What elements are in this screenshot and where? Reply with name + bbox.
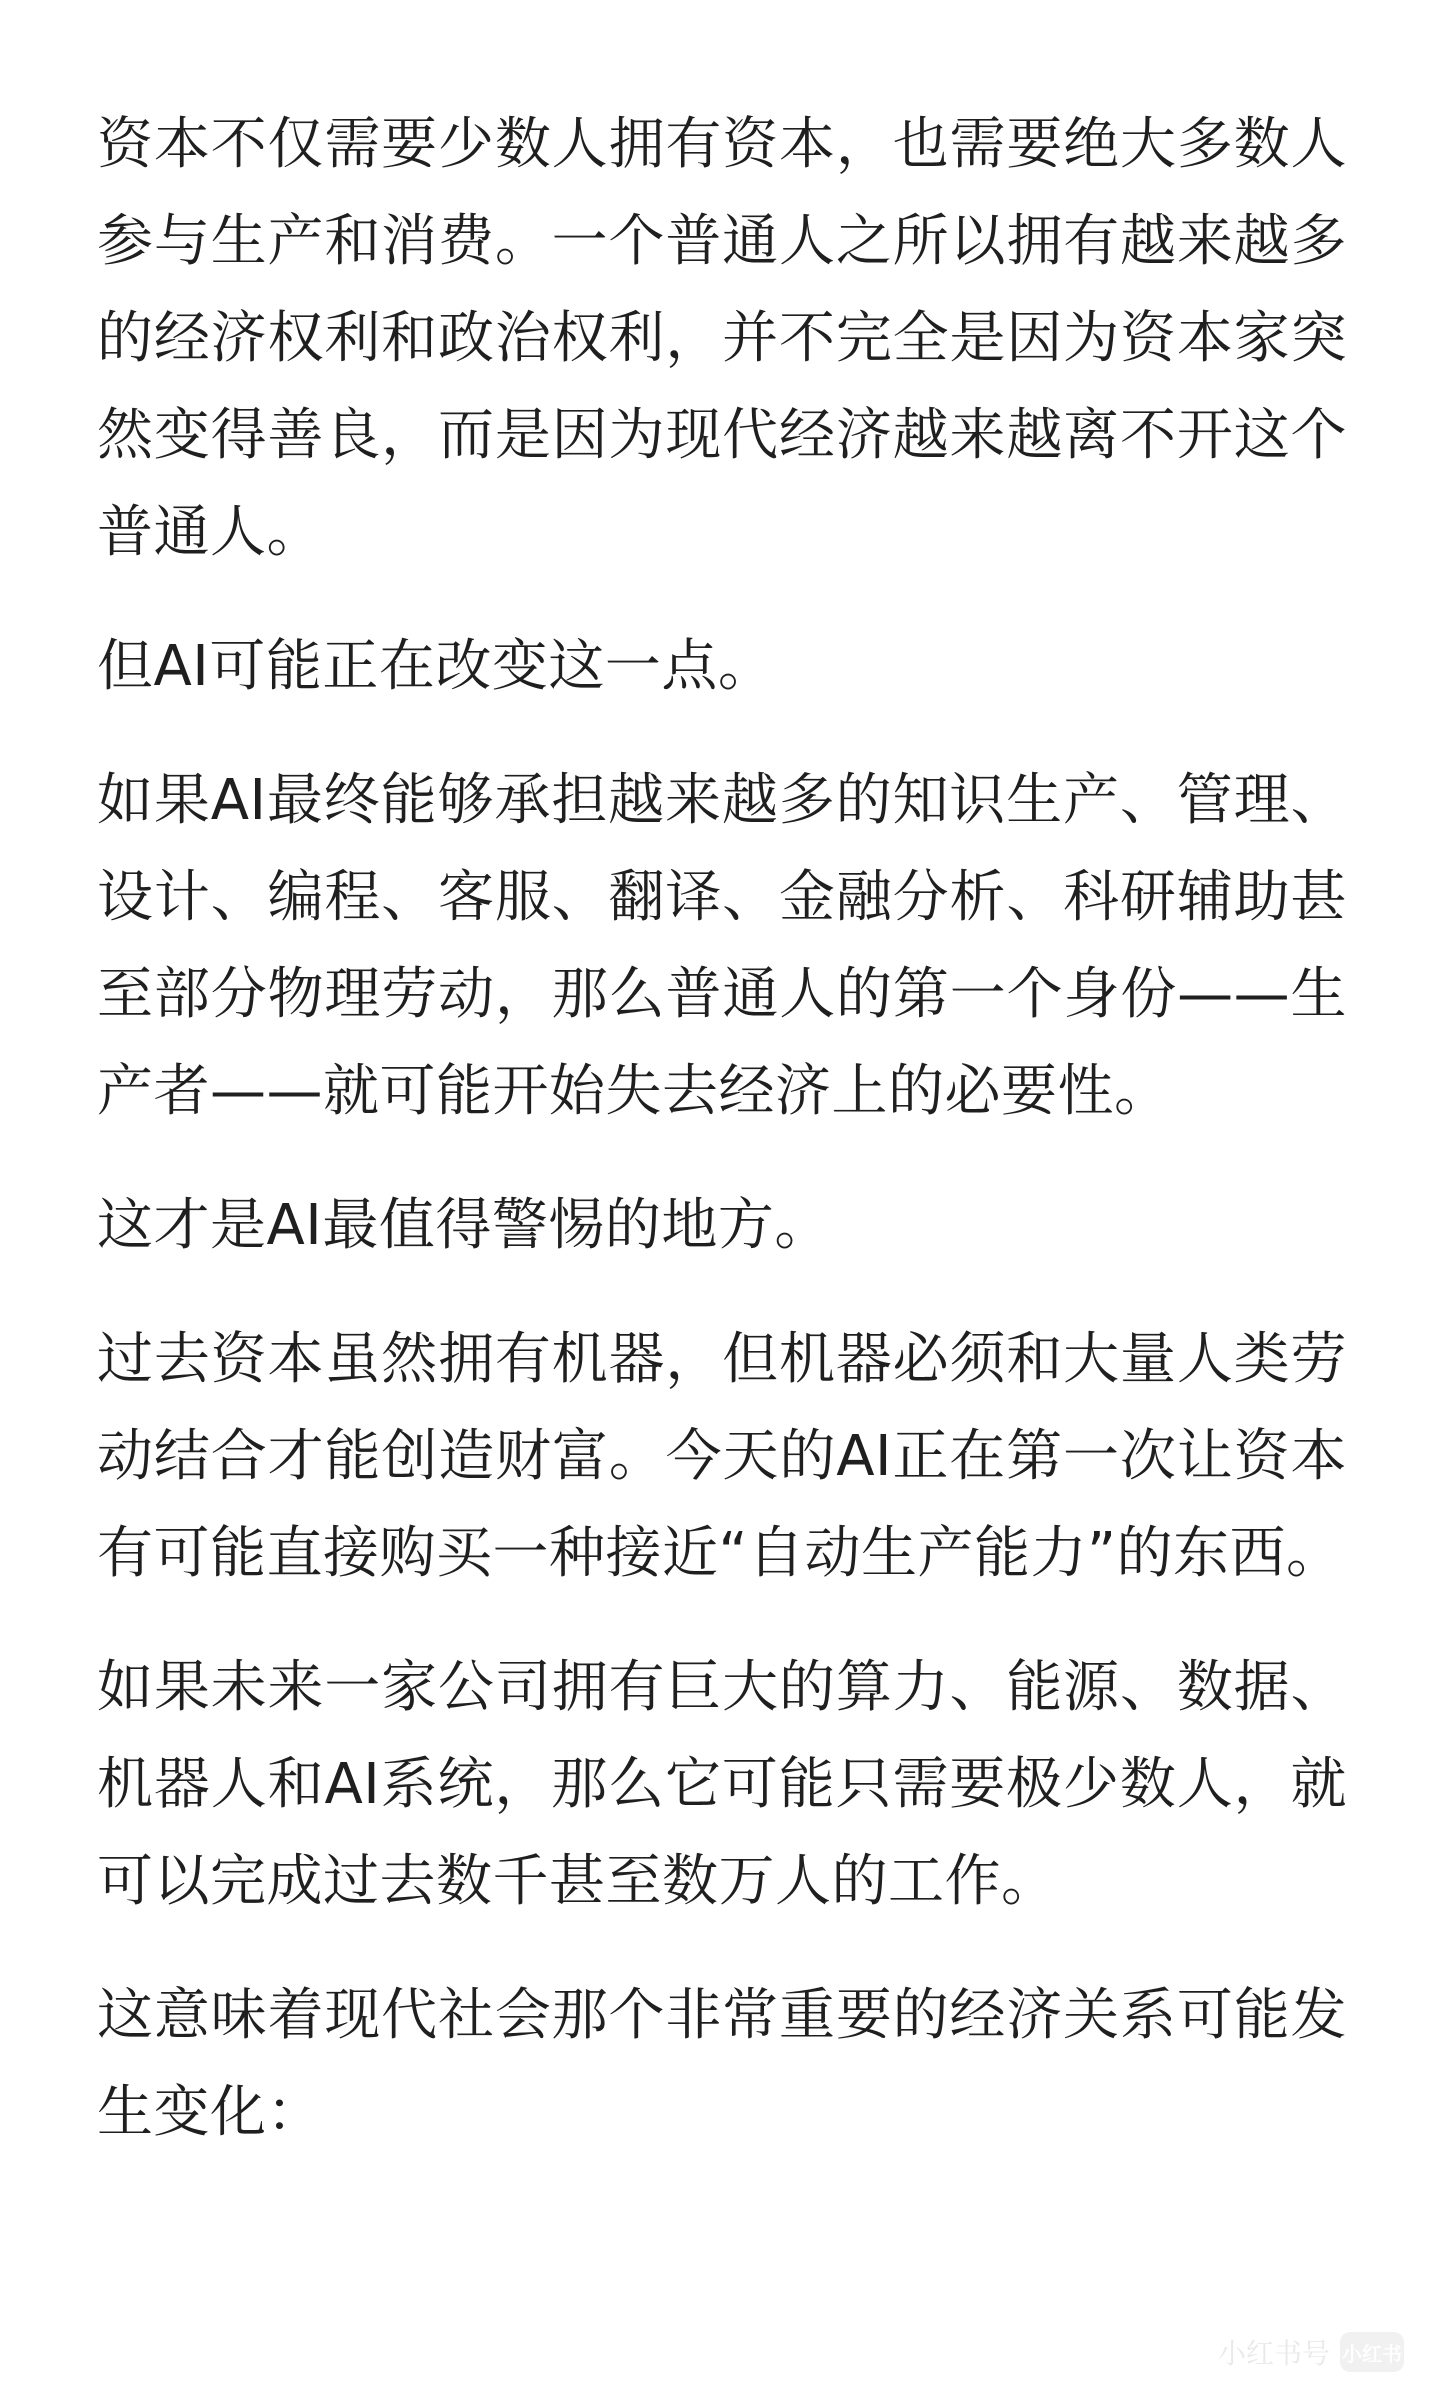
watermark	[1218, 2332, 1404, 2372]
article-paragraph: 但AI可能正在改变这一点。	[97, 634, 775, 699]
xiaohongshu-logo-icon: 小红书	[1340, 2332, 1404, 2372]
article-body	[97, 96, 1347, 2198]
article-paragraph: 如果未来一家公司拥有巨大的算力、能源、数据、机器人和AI系统，那么它可能只需要极少数人，就可以完成过去数千甚至数万人的工作。	[97, 1655, 1347, 1914]
watermark-text: 小红书号	[1217, 2337, 1330, 2370]
article-paragraph: 这意味着现代社会那个非常重要的经济关系可能发生变化：	[97, 1983, 1347, 2145]
article-paragraph: 资本不仅需要少数人拥有资本，也需要绝大多数人参与生产和消费。一个普通人之所以拥有越来越多的经济权利和政治权利，并不完全是因为资本家突然变得善良，而是因为现代经济越来越离不开这个普通人。	[97, 112, 1347, 565]
article-paragraph: 如果AI最终能够承担越来越多的知识生产、管理、设计、编程、客服、翻译、金融分析、科研辅助甚至部分物理劳动，那么普通人的第一个身份——生产者——就可能开始失去经济上的必要性。	[97, 768, 1347, 1124]
article-paragraph: 这才是AI最值得警惕的地方。	[97, 1193, 831, 1258]
article-paragraph: 过去资本虽然拥有机器，但机器必须和大量人类劳动结合才能创造财富。今天的AI正在第一次让资本有可能直接购买一种接近“自动生产能力”的东西。	[97, 1327, 1347, 1586]
